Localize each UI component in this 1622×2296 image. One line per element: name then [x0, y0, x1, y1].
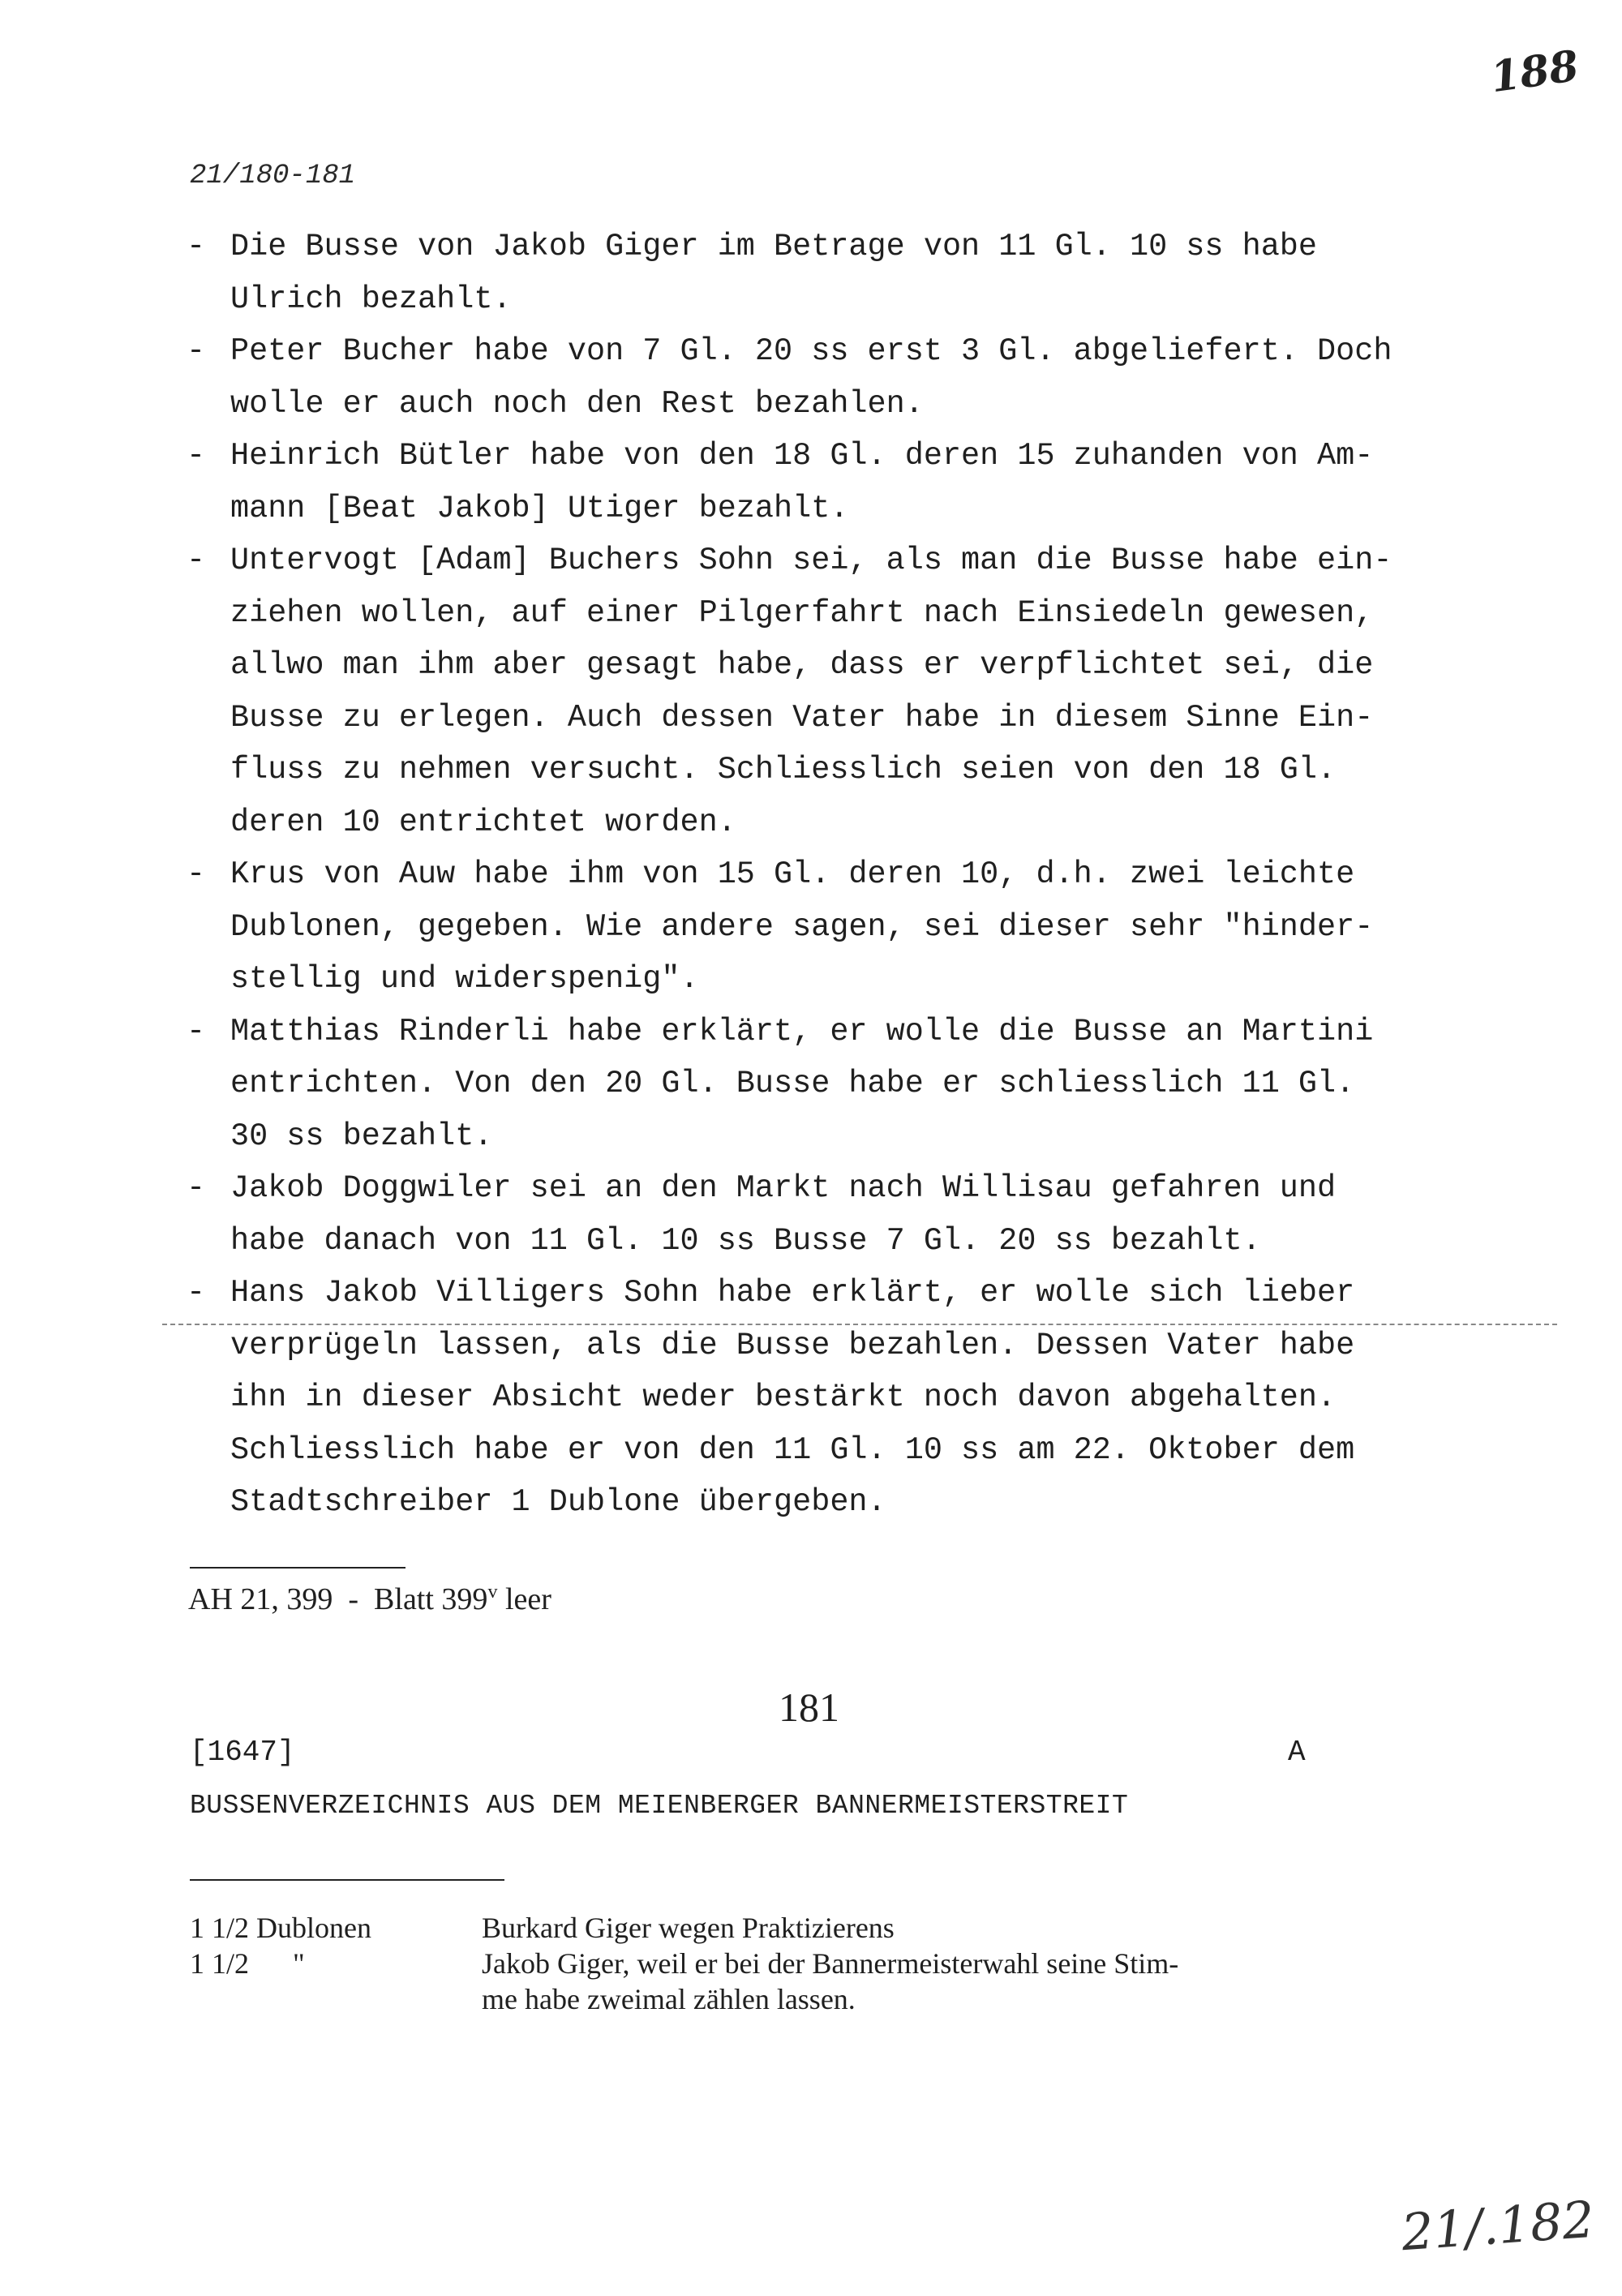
- fine-list: [190, 1910, 1455, 2017]
- list-item: - Heinrich Bütler habe von den 18 Gl. deren 15 zuhanden von Am- mann [Beat Jakob] Utiger bezahlt.: [187, 438, 1374, 526]
- fine-entry: [190, 1946, 1455, 2017]
- document-number: 181: [779, 1684, 839, 1730]
- footnote-divider: [190, 1567, 406, 1569]
- list-item: - Krus von Auw habe ihm von 15 Gl. deren 10, d.h. zwei leichte Dublonen, gegeben. Wie andere sagen, sei dieser sehr "hinder- stellig und widerspenig".: [187, 856, 1374, 997]
- reference-code: 21/180-181: [190, 161, 356, 191]
- source-reference: AH 21, 399 - Blatt 399$^v$ leer: [188, 1581, 551, 1616]
- title-divider: [190, 1879, 504, 1881]
- list-item: - Hans Jakob Villigers Sohn habe erklärt, er wolle sich lieber verprügeln lassen, als die Busse bezahlen. Dessen Vater habe ihn in dieser Absicht weder bestärkt noch davon abgehalten. Schliesslich habe er von den 11 Gl. 10 ss am 22. Oktober dem Stadtschreiber 1 Dublone übergeben.: [187, 1275, 1355, 1520]
- document-date: [1647]: [190, 1736, 295, 1769]
- fine-amount: 1 1/2 Dublonen: [190, 1912, 371, 1944]
- fine-description: Burkard Giger wegen Praktizierens: [482, 1912, 895, 1944]
- fine-amount: 1 1/2 ": [190, 1947, 305, 1980]
- list-item: - Die Busse von Jakob Giger im Betrage von 11 Gl. 10 ss habe Ulrich bezahlt.: [187, 229, 1318, 317]
- handwritten-page-number: 188: [1487, 41, 1582, 103]
- document-title: BUSSENVERZEICHNIS AUS DEM MEIENBERGER BANNERMEISTERSTREIT: [190, 1791, 1129, 1821]
- fine-description: Jakob Giger, weil er bei der Bannermeisterwahl seine Stim- me habe zweimal zählen lassen.: [482, 1947, 1179, 2015]
- item-list: [187, 221, 1452, 1529]
- handwritten-archive-mark: 21/.182: [1399, 2189, 1597, 2263]
- scan-artifact-line: [162, 1324, 1557, 1325]
- document-series: A: [1288, 1736, 1306, 1769]
- list-item: - Matthias Rinderli habe erklärt, er wolle die Busse an Martini entrichten. Von den 20 Gl. Busse habe er schliesslich 11 Gl. 30 ss bezahlt.: [187, 1013, 1374, 1154]
- fine-entry: [190, 1910, 1455, 1946]
- list-item: - Peter Bucher habe von 7 Gl. 20 ss erst 3 Gl. abgeliefert. Doch wolle er auch noch den Rest bezahlen.: [187, 333, 1392, 422]
- list-item: - Jakob Doggwiler sei an den Markt nach Willisau gefahren und habe danach von 11 Gl. 10 ss Busse 7 Gl. 20 ss bezahlt.: [187, 1170, 1337, 1259]
- list-item: - Untervogt [Adam] Buchers Sohn sei, als man die Busse habe ein- ziehen wollen, auf einer Pilgerfahrt nach Einsiedeln gewesen, allwo man ihm aber gesagt habe, dass er verpflichtet sei, die Busse zu erlegen. Auch dessen Vater habe in diesem Sinne Ein- fluss zu nehmen versucht. Schliesslich seien von den 18 Gl. deren 10 entrichtet worden.: [187, 543, 1392, 840]
